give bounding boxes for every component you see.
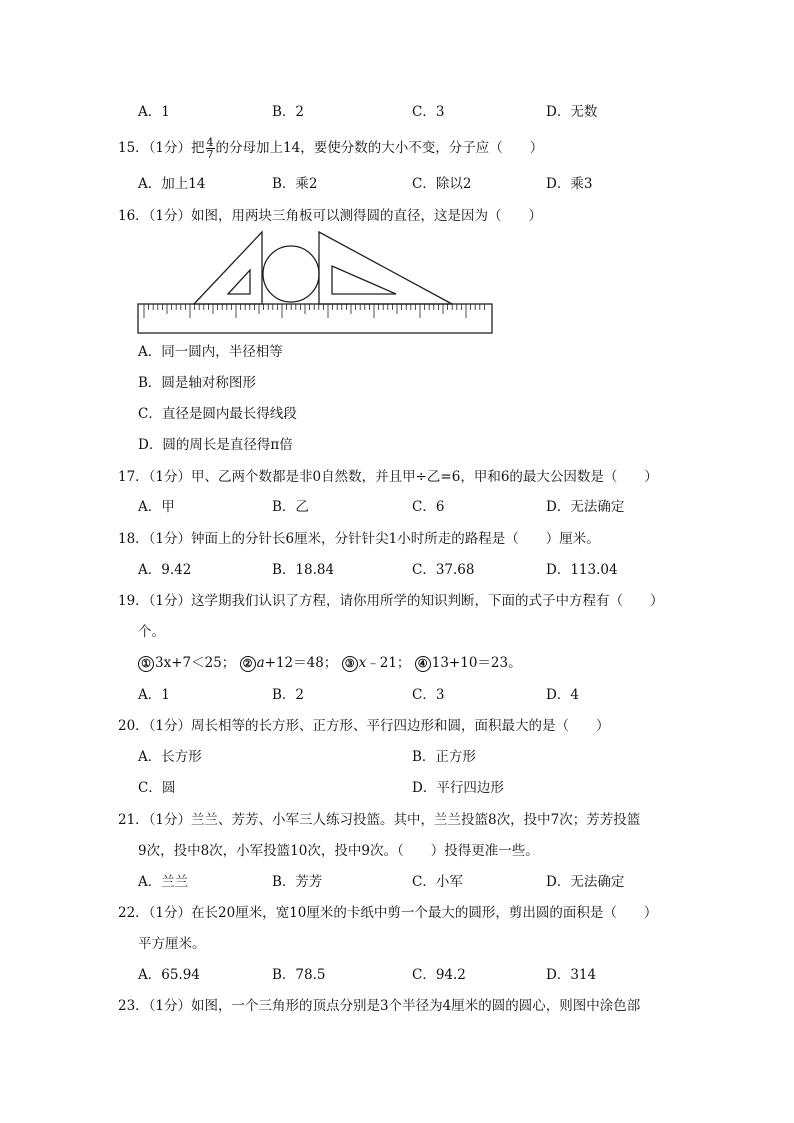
q17-option-c[interactable]: C．6 xyxy=(412,499,445,515)
q21-option-d[interactable]: D．无法确定 xyxy=(546,874,625,890)
q19-option-d[interactable]: D．4 xyxy=(546,687,579,703)
q14-option-d[interactable]: D．无数 xyxy=(546,104,598,120)
q17-question: 17．（1分）甲、乙两个数都是非0自然数，并且甲÷乙=6，甲和6的最大公因数是（ ） xyxy=(118,469,658,485)
circled-number-1: ① xyxy=(138,656,154,672)
q15-option-d[interactable]: D．乘3 xyxy=(546,176,593,192)
q20-option-b[interactable]: B．正方形 xyxy=(412,749,476,765)
right-set-square xyxy=(319,232,452,304)
circle xyxy=(263,246,319,302)
q15-question xyxy=(118,137,543,160)
q18-option-d[interactable]: D．113.04 xyxy=(546,562,618,578)
q15-option-b[interactable]: B．乘2 xyxy=(272,176,318,192)
q23-question: 23．（1分）如图，一个三角形的顶点分别是3个半径为4厘米的圆的圆心，则图中涂色部 xyxy=(118,998,641,1014)
q20-option-d[interactable]: D．平行四边形 xyxy=(412,780,504,796)
q14-option-b[interactable]: B．2 xyxy=(272,104,305,120)
expression-4: 13+10＝23。 xyxy=(431,655,522,671)
q15-option-c[interactable]: C．除以2 xyxy=(412,176,472,192)
q20-question: 20．（1分）周长相等的长方形、正方形、平行四边形和圆，面积最大的是（ ） xyxy=(118,718,610,734)
q21-option-b[interactable]: B．芳芳 xyxy=(272,874,323,890)
q22-question-cont: 平方厘米。 xyxy=(138,936,206,952)
left-set-square-inner xyxy=(228,270,250,294)
q15-fraction xyxy=(206,137,215,160)
q17-option-b[interactable]: B．乙 xyxy=(272,499,309,515)
q19-expressions xyxy=(138,653,522,673)
q16-option-b[interactable]: B．圆是轴对称图形 xyxy=(138,375,256,391)
q22-option-d[interactable]: D．314 xyxy=(546,967,597,983)
q18-option-a[interactable]: A．9.42 xyxy=(138,562,192,578)
q15-suffix: 的分母加上14，要使分数的大小不变，分子应（ ） xyxy=(215,140,544,156)
circled-number-3: ③ xyxy=(342,656,358,672)
q14-option-c[interactable]: C．3 xyxy=(412,104,445,120)
q19-question-cont: 个。 xyxy=(138,624,165,640)
right-set-square-inner xyxy=(332,266,396,294)
q17-option-d[interactable]: D．无法确定 xyxy=(546,499,625,515)
q22-option-c[interactable]: C．94.2 xyxy=(412,967,466,983)
q16-question: 16．（1分）如图，用两块三角板可以测得圆的直径，这是因为（ ） xyxy=(118,208,543,224)
circled-number-4: ④ xyxy=(415,656,431,672)
q22-question: 22．（1分）在长20厘米，宽10厘米的卡纸中剪一个最大的圆形，剪出圆的面积是（ ） xyxy=(118,905,658,921)
q15-prefix: 15．（1分）把 xyxy=(118,140,205,156)
q16-option-a[interactable]: A．同一圆内，半径相等 xyxy=(138,344,283,360)
q15-fraction-numerator: 4 xyxy=(206,136,214,149)
q21-question-cont: 9次，投中8次，小军投篮10次，投中9次。（ ）投得更准一些。 xyxy=(138,843,539,859)
expression-2: +12＝48； xyxy=(264,655,338,671)
q14-option-a[interactable]: A．1 xyxy=(138,104,170,120)
q22-option-b[interactable]: B．78.5 xyxy=(272,967,326,983)
expression-3-var: x xyxy=(358,655,367,671)
q15-option-a[interactable]: A．加上14 xyxy=(138,176,206,192)
q16-option-d[interactable]: D．圆的周长是直径得π倍 xyxy=(138,437,293,453)
q18-option-b[interactable]: B．18.84 xyxy=(272,562,335,578)
expression-2-var: a xyxy=(256,655,265,671)
q16-option-c[interactable]: C．直径是圆内最长得线段 xyxy=(138,406,297,422)
q18-question: 18．（1分）钟面上的分针长6厘米，分针针尖1小时所走的路程是（ ）厘米。 xyxy=(118,531,600,547)
q19-option-b[interactable]: B．2 xyxy=(272,687,305,703)
q22-option-a[interactable]: A．65.94 xyxy=(138,967,200,983)
q21-option-a[interactable]: A．兰兰 xyxy=(138,874,189,890)
expression-1: 3x+7＜25； xyxy=(155,655,236,671)
q21-question: 21．（1分）兰兰、芳芳、小军三人练习投篮。其中，兰兰投篮8次，投中7次；芳芳投篮 xyxy=(118,812,641,828)
expression-3: ﹣21； xyxy=(366,655,411,671)
q19-option-a[interactable]: A．1 xyxy=(138,687,170,703)
q20-option-c[interactable]: C．圆 xyxy=(138,780,176,796)
q21-option-c[interactable]: C．小军 xyxy=(412,874,463,890)
q19-option-c[interactable]: C．3 xyxy=(412,687,445,703)
ruler-triangles-circle-figure xyxy=(136,228,496,336)
ruler xyxy=(138,304,492,333)
q20-option-a[interactable]: A．长方形 xyxy=(138,749,202,765)
circled-number-2: ② xyxy=(240,656,256,672)
ruler-ticks xyxy=(144,304,484,318)
q19-question: 19．（1分）这学期我们认识了方程，请你用所学的知识判断，下面的式子中方程有（ ） xyxy=(118,593,664,609)
q18-option-c[interactable]: C．37.68 xyxy=(412,562,475,578)
q17-option-a[interactable]: A．甲 xyxy=(138,499,175,515)
q15-fraction-denominator: 7 xyxy=(206,148,214,161)
